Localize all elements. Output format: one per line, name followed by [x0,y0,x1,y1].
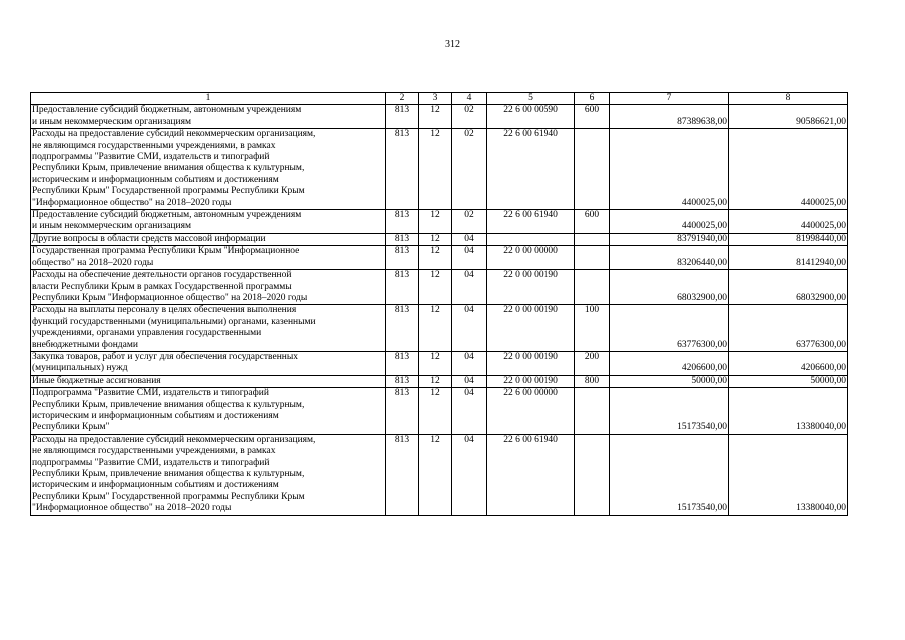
table-row [31,129,848,210]
item-name-cell: Предоставление субсидий бюджетным, автономным учреждениям и иным некоммерческим организациям [31,210,386,234]
amount-year2-cell: 68032900,00 [729,270,848,305]
expense-type-cell: 200 [575,351,610,375]
table-row [31,233,848,245]
target-article-cell: 22 0 00 00190 [487,270,575,305]
column-header: 1 [31,93,386,105]
section-code-cell: 12 [419,233,452,245]
amount-year1-cell: 15173540,00 [610,388,729,435]
item-name-cell: Расходы на обеспечение деятельности органов государственной власти Республики Крым в рамках Государственной программы Республики Крым "Информационное общество" на 2018–2020 годы [31,270,386,305]
table-row [31,375,848,387]
amount-year1-cell: 68032900,00 [610,270,729,305]
amount-year2-cell: 4400025,00 [729,210,848,234]
ministry-code-cell: 813 [386,129,419,210]
amount-year2-cell: 63776300,00 [729,305,848,352]
page-number: 312 [445,39,460,50]
subsection-code-cell: 02 [452,129,487,210]
amount-year2-cell: 81998440,00 [729,233,848,245]
section-code-cell: 12 [419,434,452,515]
subsection-code-cell: 02 [452,105,487,129]
amount-year2-cell: 13380040,00 [729,434,848,515]
item-name-cell: Государственная программа Республики Крым "Информационное общество" на 2018–2020 годы [31,246,386,270]
header-row [31,93,848,105]
expense-type-cell: 600 [575,105,610,129]
amount-year1-cell: 63776300,00 [610,305,729,352]
ministry-code-cell: 813 [386,210,419,234]
table-row [31,105,848,129]
amount-year1-cell: 83791940,00 [610,233,729,245]
column-header: 2 [386,93,419,105]
expense-type-cell [575,246,610,270]
target-article-cell: 22 6 00 00000 [487,388,575,435]
item-name-cell: Другие вопросы в области средств массовой информации [31,233,386,245]
section-code-cell: 12 [419,388,452,435]
expense-type-cell [575,270,610,305]
amount-year2-cell: 4206600,00 [729,351,848,375]
target-article-cell: 22 6 00 00590 [487,105,575,129]
target-article-cell: 22 6 00 61940 [487,434,575,515]
target-article-cell: 22 6 00 61940 [487,129,575,210]
section-code-cell: 12 [419,375,452,387]
expense-type-cell: 100 [575,305,610,352]
ministry-code-cell: 813 [386,388,419,435]
subsection-code-cell: 04 [452,434,487,515]
section-code-cell: 12 [419,270,452,305]
item-name-cell: Расходы на выплаты персоналу в целях обеспечения выполнения функций государственными (муниципальными) органами, казенными учреждениями, органами управления государственными внебюджетными фондами [31,305,386,352]
amount-year2-cell: 13380040,00 [729,388,848,435]
column-header: 5 [487,93,575,105]
section-code-cell: 12 [419,129,452,210]
expense-type-cell [575,233,610,245]
table-row [31,351,848,375]
ministry-code-cell: 813 [386,270,419,305]
amount-year1-cell: 4400025,00 [610,129,729,210]
subsection-code-cell: 04 [452,388,487,435]
expense-type-cell [575,388,610,435]
item-name-cell: Расходы на предоставление субсидий некоммерческим организациям, не являющимся государственными учреждениями, в рамках подпрограммы "Развитие СМИ, издательств и типографий Республики Крым, привлечение внимания общества к культурным, историческим и информационным событиям и достижениям Республики Крым" Государственной программы Республики Крым "Информационное общество" на 2018–2020 годы [31,434,386,515]
ministry-code-cell: 813 [386,351,419,375]
amount-year1-cell: 4400025,00 [610,210,729,234]
target-article-cell: 22 0 00 00190 [487,375,575,387]
subsection-code-cell: 04 [452,246,487,270]
section-code-cell: 12 [419,305,452,352]
subsection-code-cell: 04 [452,305,487,352]
expense-type-cell: 800 [575,375,610,387]
amount-year2-cell: 4400025,00 [729,129,848,210]
ministry-code-cell: 813 [386,375,419,387]
amount-year1-cell: 4206600,00 [610,351,729,375]
item-name-cell: Расходы на предоставление субсидий некоммерческим организациям, не являющимся государственными учреждениями, в рамках подпрограммы "Развитие СМИ, издательств и типографий Республики Крым, привлечение внимания общества к культурным, историческим и информационным событиям и достижениям Республики Крым" Государственной программы Республики Крым "Информационное общество" на 2018–2020 годы [31,129,386,210]
ministry-code-cell: 813 [386,233,419,245]
column-header: 8 [729,93,848,105]
column-header: 7 [610,93,729,105]
ministry-code-cell: 813 [386,246,419,270]
target-article-cell [487,233,575,245]
item-name-cell: Предоставление субсидий бюджетным, автономным учреждениям и иным некоммерческим организациям [31,105,386,129]
section-code-cell: 12 [419,246,452,270]
amount-year1-cell: 83206440,00 [610,246,729,270]
section-code-cell: 12 [419,351,452,375]
expense-type-cell [575,434,610,515]
column-header: 4 [452,93,487,105]
target-article-cell: 22 6 00 61940 [487,210,575,234]
amount-year1-cell: 87389638,00 [610,105,729,129]
table-row [31,270,848,305]
expense-type-cell [575,129,610,210]
section-code-cell: 12 [419,105,452,129]
table-row [31,434,848,515]
item-name-cell: Подпрограмма "Развитие СМИ, издательств и типографий Республики Крым, привлечение внимания общества к культурным, историческим и информационным событиям и достижениям Республики Крым" [31,388,386,435]
target-article-cell: 22 0 00 00190 [487,305,575,352]
subsection-code-cell: 04 [452,233,487,245]
target-article-cell: 22 0 00 00000 [487,246,575,270]
expense-type-cell: 600 [575,210,610,234]
amount-year2-cell: 50000,00 [729,375,848,387]
amount-year1-cell: 15173540,00 [610,434,729,515]
amount-year1-cell: 50000,00 [610,375,729,387]
item-name-cell: Закупка товаров, работ и услуг для обеспечения государственных (муниципальных) нужд [31,351,386,375]
ministry-code-cell: 813 [386,105,419,129]
section-code-cell: 12 [419,210,452,234]
column-header: 3 [419,93,452,105]
target-article-cell: 22 0 00 00190 [487,351,575,375]
ministry-code-cell: 813 [386,434,419,515]
budget-table [30,92,848,516]
item-name-cell: Иные бюджетные ассигнования [31,375,386,387]
table-row [31,388,848,435]
amount-year2-cell: 81412940,00 [729,246,848,270]
subsection-code-cell: 04 [452,351,487,375]
table-row [31,305,848,352]
subsection-code-cell: 04 [452,375,487,387]
subsection-code-cell: 02 [452,210,487,234]
table-row [31,210,848,234]
column-header: 6 [575,93,610,105]
table-row [31,246,848,270]
ministry-code-cell: 813 [386,305,419,352]
subsection-code-cell: 04 [452,270,487,305]
amount-year2-cell: 90586621,00 [729,105,848,129]
